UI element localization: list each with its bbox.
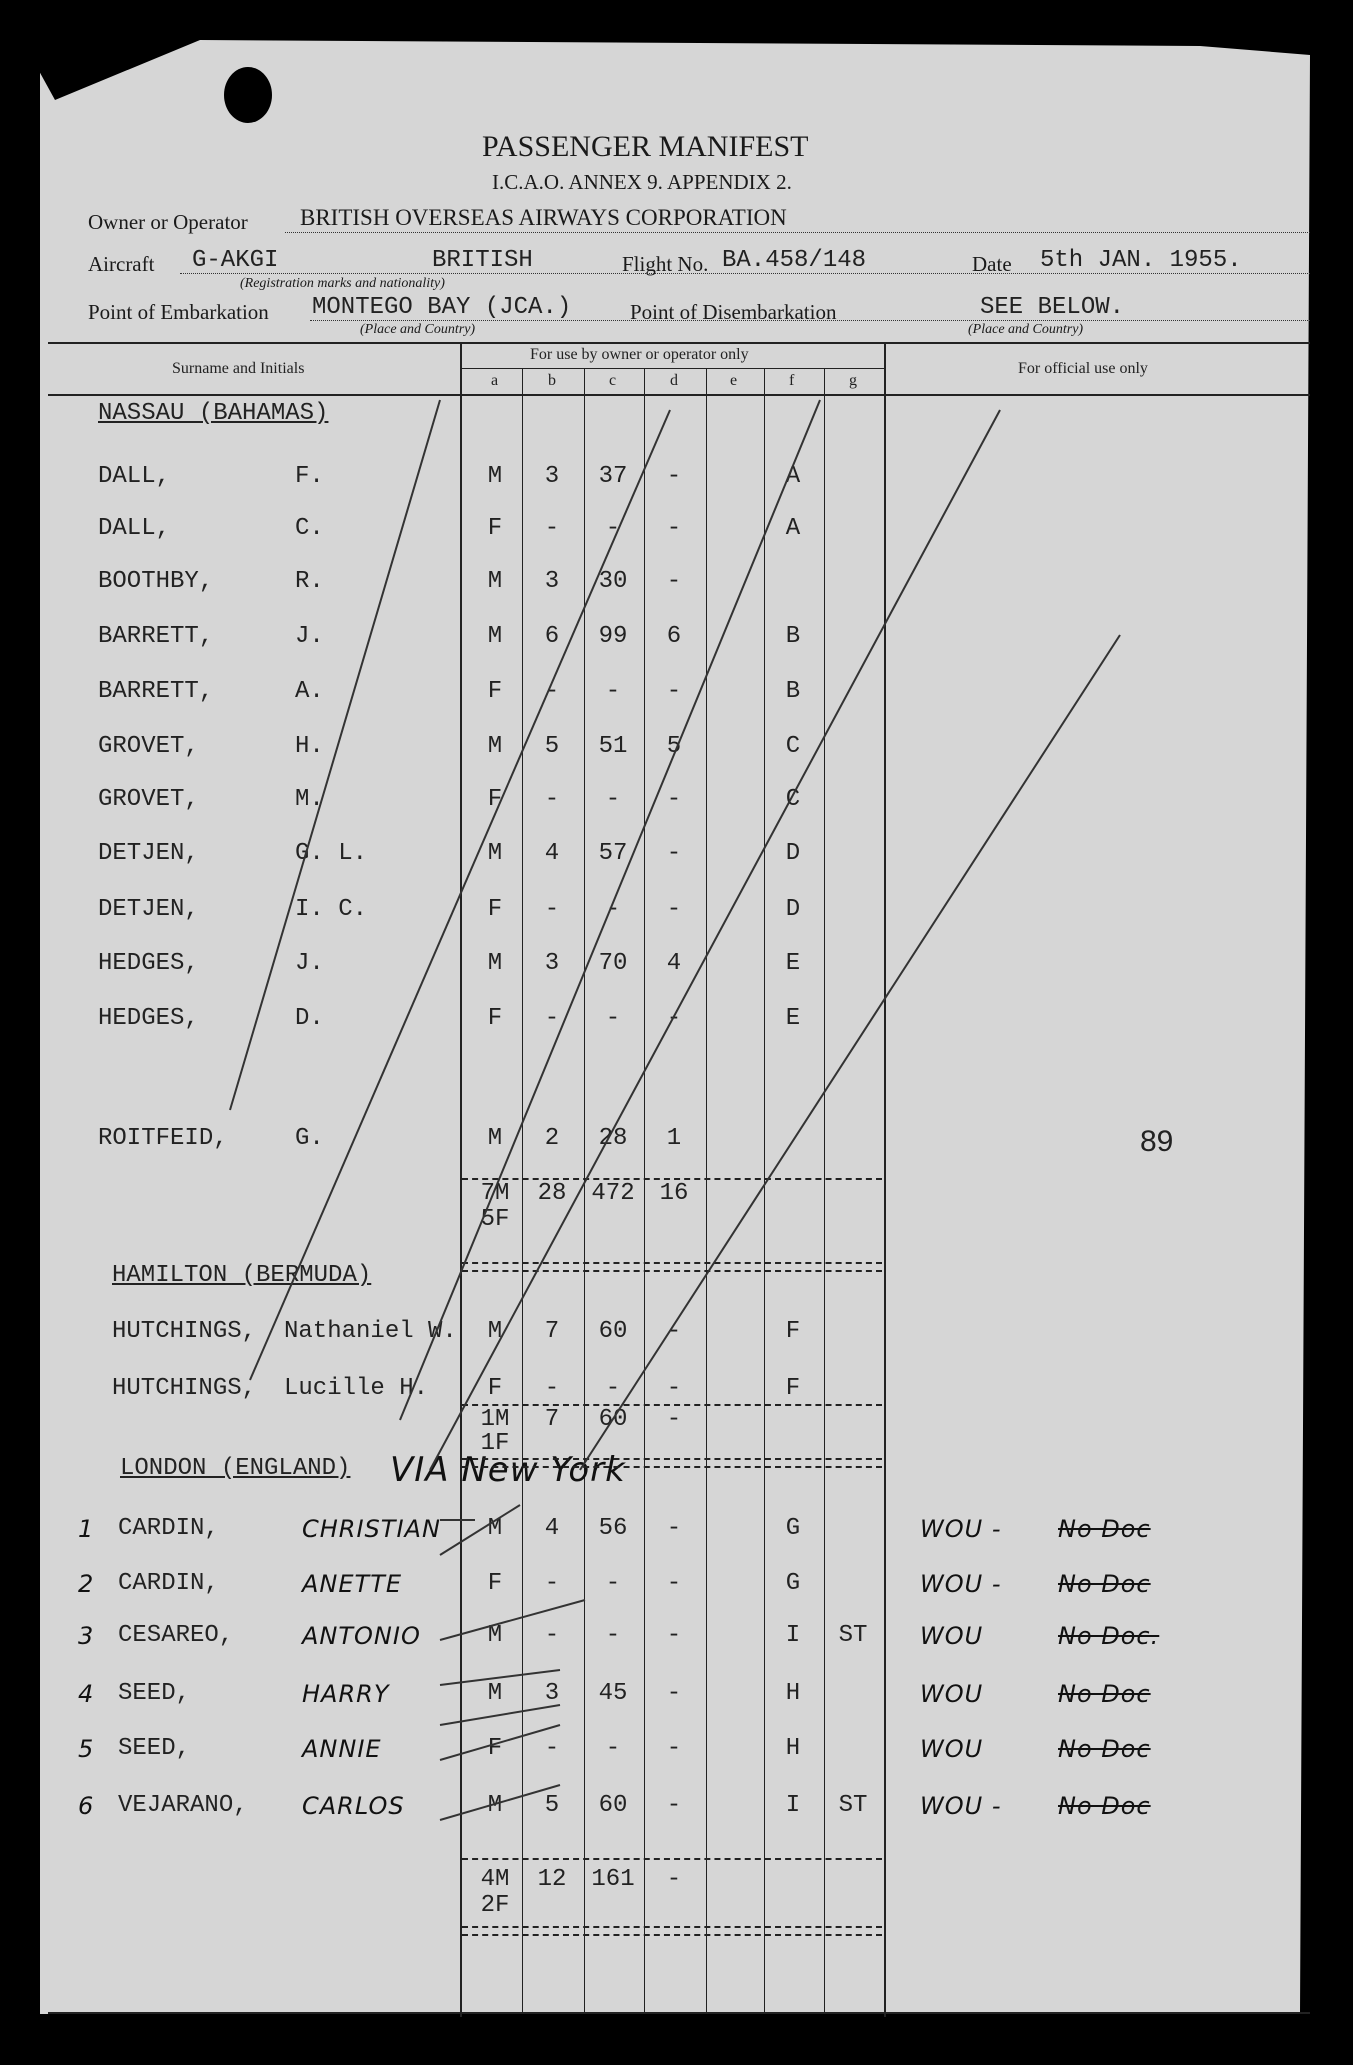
cell-f: H: [785, 1735, 801, 1762]
cell-b: -: [544, 515, 560, 542]
cell-a: F: [487, 786, 503, 813]
embark-note: (Place and Country): [360, 322, 476, 337]
cell-a: F: [487, 678, 503, 705]
punch-hole: [224, 67, 272, 123]
cell-d: -: [666, 1318, 682, 1345]
cell-a: M: [487, 1792, 503, 1819]
total-b: 7: [544, 1406, 560, 1433]
section-london: LONDON (ENGLAND): [120, 1455, 351, 1482]
cell-g: ST: [838, 1622, 868, 1649]
operator-subrule: [460, 368, 885, 369]
nassau-total-rule: [462, 1178, 882, 1180]
passenger-surname: CESAREO,: [118, 1622, 234, 1649]
cell-a: M: [487, 950, 503, 977]
passenger-surname: DALL,: [98, 515, 171, 542]
flight-value: BA.458/148: [722, 247, 867, 274]
owner-value: BRITISH OVERSEAS AIRWAYS CORPORATION: [300, 205, 787, 230]
disembark-label: Point of Disembarkation: [630, 300, 837, 324]
cell-f: C: [785, 733, 801, 760]
cell-b: -: [544, 786, 560, 813]
column-letter-c: c: [609, 372, 617, 389]
operator-header: For use by owner or operator only: [530, 346, 749, 363]
column-rule-3: [706, 368, 707, 2012]
passenger-given-name: Nathaniel W.: [284, 1318, 457, 1345]
row-number: 2: [78, 1570, 95, 1598]
section-nassau: NASSAU (BAHAMAS): [98, 400, 329, 427]
cell-f: D: [785, 896, 801, 923]
cell-b: 2: [544, 1125, 560, 1152]
cell-d: -: [666, 1570, 682, 1597]
passenger-surname: DALL,: [98, 463, 171, 490]
cell-g: ST: [838, 1792, 868, 1819]
cell-a: F: [487, 896, 503, 923]
cell-f: F: [785, 1375, 801, 1402]
cell-b: -: [544, 1570, 560, 1597]
passenger-initials: F.: [295, 463, 324, 490]
cell-b: 3: [544, 463, 560, 490]
passenger-surname: HEDGES,: [98, 950, 199, 977]
cell-f: B: [785, 678, 801, 705]
passenger-initials: C.: [295, 515, 324, 542]
total-d: -: [666, 1866, 682, 1893]
cell-a: F: [487, 1570, 503, 1597]
passenger-initials: R.: [295, 568, 324, 595]
cell-d: -: [666, 568, 682, 595]
cell-f: A: [785, 463, 801, 490]
london-total-end-rule: [462, 1926, 882, 1928]
cell-b: 4: [544, 1515, 560, 1542]
total-females: 2F: [480, 1892, 510, 1919]
embark-dotline: [310, 320, 1310, 321]
cell-c: 99: [598, 623, 628, 650]
cell-c: -: [605, 1570, 621, 1597]
disembark-value: SEE BELOW.: [980, 294, 1125, 321]
official-note: No Doc: [1058, 1792, 1151, 1820]
aircraft-note: (Registration marks and nationality): [240, 276, 445, 291]
cell-c: -: [605, 515, 621, 542]
cell-c: 45: [598, 1680, 628, 1707]
cell-b: -: [544, 1622, 560, 1649]
row-number: 6: [78, 1792, 95, 1820]
row-number: 1: [78, 1515, 95, 1543]
passenger-given-name: ANETTE: [302, 1570, 403, 1598]
nassau-total-end-rule: [462, 1262, 882, 1264]
cell-f: G: [785, 1515, 801, 1542]
total-c: 472: [591, 1180, 635, 1207]
cell-c: -: [605, 1005, 621, 1032]
cell-c: -: [605, 786, 621, 813]
passenger-surname: GROVET,: [98, 786, 199, 813]
flight-label: Flight No.: [622, 252, 709, 276]
cell-d: -: [666, 1735, 682, 1762]
disembark-note: (Place and Country): [968, 322, 1084, 337]
passenger-given-name: ANTONIO: [302, 1622, 421, 1650]
cell-c: -: [605, 678, 621, 705]
hamilton-total-end-rule-2: [462, 1466, 882, 1468]
cell-b: 3: [544, 1680, 560, 1707]
total-d: 16: [659, 1180, 689, 1207]
official-note: No Doc.: [1058, 1622, 1160, 1650]
cell-c: -: [605, 1735, 621, 1762]
table-top-rule: [48, 342, 1310, 344]
passenger-initials: J.: [295, 623, 324, 650]
column-letter-b: b: [548, 372, 556, 389]
official-wou: WOU -: [920, 1792, 1002, 1820]
cell-c: -: [605, 1375, 621, 1402]
cell-c: 56: [598, 1515, 628, 1542]
passenger-initials: I. C.: [295, 896, 368, 923]
total-c: 161: [591, 1866, 635, 1893]
official-header: For official use only: [1018, 360, 1148, 377]
row-number: 4: [78, 1680, 95, 1708]
total-females: 1F: [480, 1430, 510, 1457]
official-note: No Doc: [1058, 1680, 1151, 1708]
cell-d: 1: [666, 1125, 682, 1152]
cell-c: 37: [598, 463, 628, 490]
official-wou: WOU -: [920, 1570, 1002, 1598]
col-sep-official: [884, 342, 886, 2017]
cell-b: -: [544, 1005, 560, 1032]
total-males: 1M: [480, 1406, 510, 1433]
row-number: 5: [78, 1735, 95, 1763]
cell-a: M: [487, 1622, 503, 1649]
section-hamilton: HAMILTON (BERMUDA): [112, 1262, 372, 1289]
cell-d: 6: [666, 623, 682, 650]
passenger-given-name: Lucille H.: [284, 1375, 429, 1402]
official-note: No Doc: [1058, 1735, 1151, 1763]
cell-a: M: [487, 1318, 503, 1345]
cell-d: -: [666, 1680, 682, 1707]
aircraft-reg: G-AKGI: [192, 247, 279, 274]
london-via-note: VIA New York: [390, 1450, 626, 1490]
manifest-title: PASSENGER MANIFEST: [482, 130, 809, 163]
cell-c: 30: [598, 568, 628, 595]
total-c: 60: [598, 1406, 628, 1433]
cell-d: -: [666, 463, 682, 490]
passenger-initials: D.: [295, 1005, 324, 1032]
aircraft-label: Aircraft: [88, 252, 155, 276]
passenger-surname: ROITFEID,: [98, 1125, 228, 1152]
cell-d: 5: [666, 733, 682, 760]
cell-a: M: [487, 463, 503, 490]
column-letter-e: e: [730, 372, 738, 389]
cell-c: 57: [598, 840, 628, 867]
passenger-surname: DETJEN,: [98, 840, 199, 867]
owner-label: Owner or Operator: [88, 210, 248, 234]
passenger-initials: G. L.: [295, 840, 368, 867]
total-d: -: [666, 1406, 682, 1433]
aircraft-nationality: BRITISH: [432, 247, 533, 274]
date-value: 5th JAN. 1955.: [1040, 247, 1242, 274]
cell-b: 3: [544, 568, 560, 595]
manifest-subtitle: I.C.A.O. ANNEX 9. APPENDIX 2.: [492, 170, 792, 194]
cell-d: 4: [666, 950, 682, 977]
official-note: No Doc: [1058, 1570, 1151, 1598]
owner-dotline: [285, 232, 1310, 233]
passenger-given-name: CHRISTIAN: [302, 1515, 441, 1543]
total-b: 28: [537, 1180, 567, 1207]
passenger-surname: HUTCHINGS,: [112, 1318, 257, 1345]
cell-f: E: [785, 950, 801, 977]
passenger-initials: H.: [295, 733, 324, 760]
passenger-given-name: HARRY: [302, 1680, 390, 1708]
cell-b: -: [544, 1375, 560, 1402]
cell-c: 60: [598, 1318, 628, 1345]
total-females: 5F: [480, 1206, 510, 1233]
total-b: 12: [537, 1866, 567, 1893]
nassau-total-end-rule-2: [462, 1270, 882, 1272]
cell-d: -: [666, 1622, 682, 1649]
total-males: 4M: [480, 1866, 510, 1893]
cell-c: -: [605, 896, 621, 923]
cell-d: -: [666, 840, 682, 867]
cell-f: B: [785, 623, 801, 650]
embark-label: Point of Embarkation: [88, 300, 269, 324]
cell-c: 51: [598, 733, 628, 760]
total-males: 7M: [480, 1180, 510, 1207]
passenger-surname: VEJARANO,: [118, 1792, 248, 1819]
cell-d: -: [666, 786, 682, 813]
passenger-initials: G.: [295, 1125, 324, 1152]
official-wou: WOU: [920, 1735, 984, 1763]
date-label: Date: [972, 252, 1012, 276]
cell-b: 6: [544, 623, 560, 650]
passenger-surname: CARDIN,: [118, 1515, 219, 1542]
aircraft-dotline: [180, 273, 1310, 274]
cell-a: F: [487, 1375, 503, 1402]
passenger-surname: SEED,: [118, 1735, 191, 1762]
row-number: 3: [78, 1622, 95, 1650]
cell-d: -: [666, 1515, 682, 1542]
cell-b: -: [544, 896, 560, 923]
official-note: No Doc: [1058, 1515, 1151, 1543]
cell-b: 3: [544, 950, 560, 977]
official-wou: WOU: [920, 1622, 984, 1650]
hamilton-total-rule: [462, 1404, 882, 1406]
cell-f: F: [785, 1318, 801, 1345]
cell-a: M: [487, 1515, 503, 1542]
cell-f: G: [785, 1570, 801, 1597]
cell-f: D: [785, 840, 801, 867]
passenger-surname: HUTCHINGS,: [112, 1375, 257, 1402]
hamilton-total-end-rule: [462, 1458, 882, 1460]
cell-b: 4: [544, 840, 560, 867]
cell-a: M: [487, 733, 503, 760]
passenger-given-name: CARLOS: [302, 1792, 405, 1820]
cell-a: F: [487, 1735, 503, 1762]
cell-d: -: [666, 1005, 682, 1032]
cell-c: 28: [598, 1125, 628, 1152]
column-rule-5: [824, 368, 825, 2012]
cell-a: M: [487, 568, 503, 595]
cell-a: M: [487, 1680, 503, 1707]
cell-a: M: [487, 1125, 503, 1152]
cell-a: M: [487, 840, 503, 867]
column-letter-g: g: [849, 372, 857, 389]
table-header-rule: [48, 394, 1310, 396]
london-total-rule: [462, 1858, 882, 1860]
passenger-surname: CARDIN,: [118, 1570, 219, 1597]
passenger-initials: J.: [295, 950, 324, 977]
cell-f: H: [785, 1680, 801, 1707]
cell-d: -: [666, 1792, 682, 1819]
cell-d: -: [666, 1375, 682, 1402]
official-mark: 89: [1140, 1125, 1174, 1158]
column-letter-d: d: [670, 372, 678, 389]
cell-d: -: [666, 515, 682, 542]
cell-c: -: [605, 1622, 621, 1649]
passenger-surname: HEDGES,: [98, 1005, 199, 1032]
cell-f: I: [785, 1622, 801, 1649]
cell-b: 7: [544, 1318, 560, 1345]
column-letter-f: f: [789, 372, 795, 389]
cell-c: 70: [598, 950, 628, 977]
passenger-given-name: ANNIE: [302, 1735, 382, 1763]
cell-d: -: [666, 678, 682, 705]
passenger-surname: SEED,: [118, 1680, 191, 1707]
passenger-surname: GROVET,: [98, 733, 199, 760]
cell-f: E: [785, 1005, 801, 1032]
passenger-surname: BARRETT,: [98, 678, 214, 705]
passenger-initials: M.: [295, 786, 324, 813]
embark-value: MONTEGO BAY (JCA.): [312, 294, 572, 321]
surname-header: Surname and Initials: [172, 360, 305, 377]
cell-b: -: [544, 678, 560, 705]
cell-a: F: [487, 515, 503, 542]
official-wou: WOU -: [920, 1515, 1002, 1543]
cell-f: C: [785, 786, 801, 813]
london-total-end-rule-2: [462, 1934, 882, 1936]
passenger-initials: A.: [295, 678, 324, 705]
cell-b: 5: [544, 1792, 560, 1819]
cell-a: M: [487, 623, 503, 650]
passenger-surname: BARRETT,: [98, 623, 214, 650]
cell-b: -: [544, 1735, 560, 1762]
cell-d: -: [666, 896, 682, 923]
table-bottom-rule: [48, 2012, 1310, 2014]
passenger-surname: DETJEN,: [98, 896, 199, 923]
passenger-surname: BOOTHBY,: [98, 568, 214, 595]
cell-f: I: [785, 1792, 801, 1819]
cell-c: 60: [598, 1792, 628, 1819]
column-letter-a: a: [491, 372, 499, 389]
official-wou: WOU: [920, 1680, 984, 1708]
cell-f: A: [785, 515, 801, 542]
column-rule-4: [764, 368, 765, 2012]
cell-a: F: [487, 1005, 503, 1032]
cell-b: 5: [544, 733, 560, 760]
